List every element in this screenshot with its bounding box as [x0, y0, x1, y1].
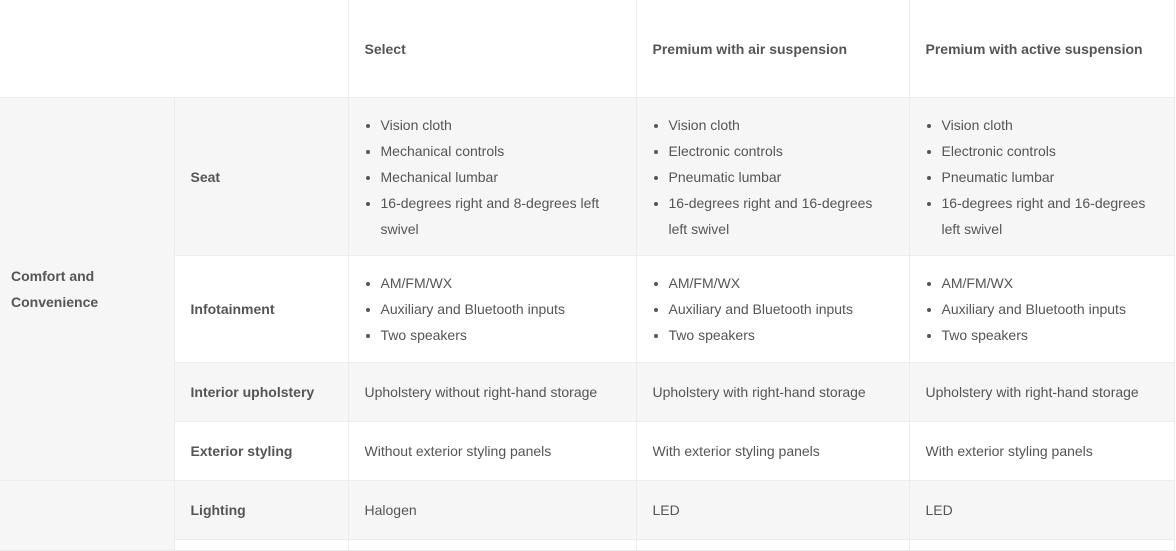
list-item: • Mechanical controls: [381, 138, 620, 164]
cell-exterior-premium-active: With exterior styling panels: [909, 422, 1174, 481]
feature-label-lighting: Lighting: [174, 481, 348, 540]
cell-partial: [909, 540, 1174, 551]
cell-partial: [174, 540, 348, 551]
cell-seat-premium-active: [909, 98, 1174, 256]
column-header-premium-air: Premium with air suspension: [636, 0, 909, 98]
list-item: • Two speakers: [381, 322, 620, 348]
cell-upholstery-select: Upholstery without right-hand storage: [348, 363, 636, 422]
list-item: • Two speakers: [669, 322, 893, 348]
list-item: • Electronic controls: [669, 138, 893, 164]
list-item: • 16-degrees right and 16-degrees left swivel: [942, 190, 1158, 242]
list-item: • Vision cloth: [381, 112, 620, 138]
list-item: • AM/FM/WX: [669, 270, 893, 296]
cell-upholstery-premium-active: Upholstery with right-hand storage: [909, 363, 1174, 422]
cell-seat-select: [348, 98, 636, 256]
group-label-comfort: Comfort and Convenience: [0, 98, 174, 481]
feature-list: [653, 112, 893, 242]
header-blank-cell: [0, 0, 174, 98]
list-item: • 16-degrees right and 16-degrees left swivel: [669, 190, 893, 242]
list-item: • 16-degrees right and 8-degrees left swivel: [381, 190, 620, 242]
list-item: • Auxiliary and Bluetooth inputs: [669, 296, 893, 322]
table-row-partial: [0, 540, 1174, 551]
cell-infotainment-premium-active: [909, 256, 1174, 363]
table-row-exterior: [0, 422, 1174, 481]
feature-list: [926, 112, 1158, 242]
list-item: • Auxiliary and Bluetooth inputs: [942, 296, 1158, 322]
list-item: • Two speakers: [942, 322, 1158, 348]
list-item: • Pneumatic lumbar: [669, 164, 893, 190]
list-item: • Vision cloth: [669, 112, 893, 138]
feature-list: [365, 112, 620, 242]
feature-list: [365, 270, 620, 348]
feature-label-infotainment: Infotainment: [174, 256, 348, 363]
feature-label-seat: Seat: [174, 98, 348, 256]
cell-lighting-premium-active: LED: [909, 481, 1174, 540]
cell-partial: [636, 540, 909, 551]
header-blank-cell: [174, 0, 348, 98]
list-item: • AM/FM/WX: [381, 270, 620, 296]
cell-exterior-select: Without exterior styling panels: [348, 422, 636, 481]
table-row-upholstery: [0, 363, 1174, 422]
feature-list: [926, 270, 1158, 348]
cell-exterior-premium-air: With exterior styling panels: [636, 422, 909, 481]
list-item: • AM/FM/WX: [942, 270, 1158, 296]
list-item: • Auxiliary and Bluetooth inputs: [381, 296, 620, 322]
cell-infotainment-select: [348, 256, 636, 363]
cell-lighting-select: Halogen: [348, 481, 636, 540]
feature-label-upholstery: Interior upholstery: [174, 363, 348, 422]
column-header-premium-active: Premium with active suspension: [909, 0, 1174, 98]
feature-list: [653, 270, 893, 348]
group-label-empty: [0, 481, 174, 551]
cell-lighting-premium-air: LED: [636, 481, 909, 540]
table-header-row: [0, 0, 1174, 98]
cell-seat-premium-air: [636, 98, 909, 256]
table-row-infotainment: [0, 256, 1174, 363]
list-item: • Electronic controls: [942, 138, 1158, 164]
list-item: • Pneumatic lumbar: [942, 164, 1158, 190]
list-item: • Vision cloth: [942, 112, 1158, 138]
feature-label-exterior: Exterior styling: [174, 422, 348, 481]
table-row-seat: [0, 98, 1174, 256]
column-header-select: Select: [348, 0, 636, 98]
table-row-lighting: [0, 481, 1174, 540]
cell-upholstery-premium-air: Upholstery with right-hand storage: [636, 363, 909, 422]
cell-infotainment-premium-air: [636, 256, 909, 363]
cell-partial: [348, 540, 636, 551]
list-item: • Mechanical lumbar: [381, 164, 620, 190]
